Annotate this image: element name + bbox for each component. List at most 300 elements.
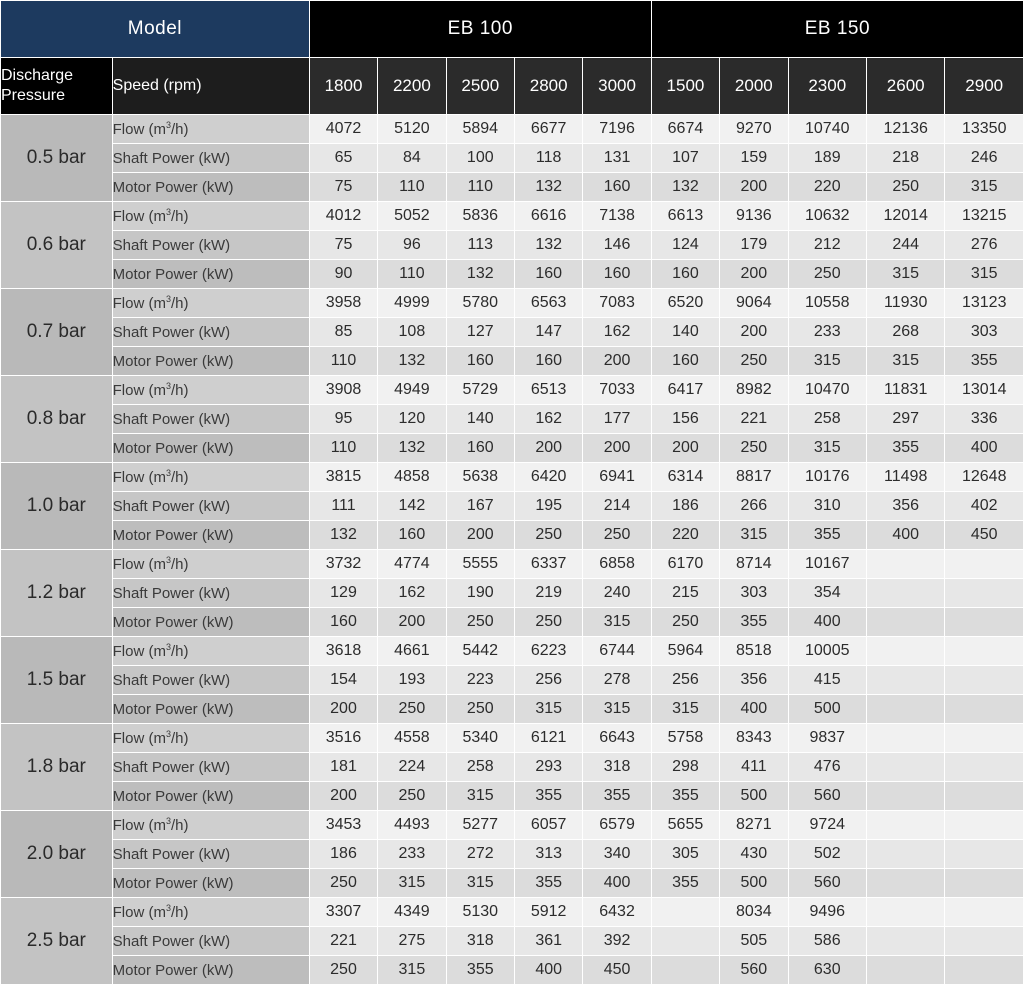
value-cell: 240: [583, 579, 651, 608]
metric-label: Flow $(m^3/h)$: [112, 637, 309, 666]
value-cell: 190: [446, 579, 514, 608]
value-cell: 9724: [788, 811, 866, 840]
value-cell: 502: [788, 840, 866, 869]
value-cell: 107: [651, 144, 719, 173]
value-cell: 7138: [583, 202, 651, 231]
superscript: 3: [165, 467, 171, 478]
value-cell: 5964: [651, 637, 719, 666]
value-cell: 560: [788, 869, 866, 898]
value-cell: 132: [309, 521, 377, 550]
value-cell: 132: [514, 231, 582, 260]
value-cell: 160: [583, 260, 651, 289]
value-cell: 3732: [309, 550, 377, 579]
value-cell: 167: [446, 492, 514, 521]
table-row: [1, 173, 1024, 202]
value-cell: 256: [514, 666, 582, 695]
value-cell: 10558: [788, 289, 866, 318]
value-cell: 3307: [309, 898, 377, 927]
value-cell: 11498: [866, 463, 944, 492]
pressure-label: 1.0 bar: [1, 463, 113, 550]
value-cell: 224: [378, 753, 446, 782]
value-cell: 233: [788, 318, 866, 347]
value-cell: 110: [378, 173, 446, 202]
value-cell: 400: [514, 956, 582, 985]
value-cell: 6563: [514, 289, 582, 318]
value-cell: 315: [720, 521, 788, 550]
speed-eb150-2: 2000: [720, 58, 788, 115]
value-cell: 120: [378, 405, 446, 434]
empty-cell: [945, 869, 1024, 898]
value-cell: 250: [651, 608, 719, 637]
value-cell: 354: [788, 579, 866, 608]
value-cell: 124: [651, 231, 719, 260]
value-cell: 131: [583, 144, 651, 173]
table-row: [1, 724, 1024, 753]
table-row: [1, 376, 1024, 405]
value-cell: 244: [866, 231, 944, 260]
superscript: 3: [165, 641, 171, 652]
metric-label: Shaft Power (kW): [112, 753, 309, 782]
speed-eb100-4: 2800: [514, 58, 582, 115]
table-body: [1, 115, 1024, 985]
empty-cell: [945, 956, 1024, 985]
value-cell: 5120: [378, 115, 446, 144]
value-cell: 315: [378, 869, 446, 898]
value-cell: 400: [720, 695, 788, 724]
value-cell: 6520: [651, 289, 719, 318]
value-cell: 8817: [720, 463, 788, 492]
empty-cell: [866, 753, 944, 782]
value-cell: 4012: [309, 202, 377, 231]
value-cell: 132: [378, 434, 446, 463]
metric-label: Motor Power (kW): [112, 173, 309, 202]
speed-eb100-1: 1800: [309, 58, 377, 115]
value-cell: 5442: [446, 637, 514, 666]
value-cell: 146: [583, 231, 651, 260]
value-cell: 4858: [378, 463, 446, 492]
value-cell: 221: [309, 927, 377, 956]
superscript: 3: [165, 293, 171, 304]
value-cell: 8714: [720, 550, 788, 579]
value-cell: 400: [945, 434, 1024, 463]
value-cell: 6121: [514, 724, 582, 753]
table-row: [1, 144, 1024, 173]
table-row: [1, 550, 1024, 579]
table-row: [1, 811, 1024, 840]
speed-eb100-3: 2500: [446, 58, 514, 115]
value-cell: 450: [583, 956, 651, 985]
value-cell: 200: [720, 260, 788, 289]
value-cell: 500: [720, 869, 788, 898]
value-cell: 8982: [720, 376, 788, 405]
table-row: [1, 608, 1024, 637]
value-cell: 246: [945, 144, 1024, 173]
speed-eb150-5: 2900: [945, 58, 1024, 115]
value-cell: 4999: [378, 289, 446, 318]
value-cell: 3908: [309, 376, 377, 405]
empty-cell: [866, 782, 944, 811]
value-cell: 6613: [651, 202, 719, 231]
value-cell: 6223: [514, 637, 582, 666]
value-cell: 4774: [378, 550, 446, 579]
value-cell: 4072: [309, 115, 377, 144]
value-cell: 315: [788, 434, 866, 463]
table-row: [1, 869, 1024, 898]
superscript: 3: [165, 380, 171, 391]
value-cell: 355: [514, 782, 582, 811]
value-cell: 162: [514, 405, 582, 434]
pressure-label: 1.2 bar: [1, 550, 113, 637]
value-cell: 392: [583, 927, 651, 956]
value-cell: 305: [651, 840, 719, 869]
empty-cell: [866, 869, 944, 898]
value-cell: 5729: [446, 376, 514, 405]
value-cell: 560: [720, 956, 788, 985]
value-cell: 110: [378, 260, 446, 289]
value-cell: 3453: [309, 811, 377, 840]
value-cell: 293: [514, 753, 582, 782]
value-cell: 6314: [651, 463, 719, 492]
superscript: 3: [165, 554, 171, 565]
value-cell: 6643: [583, 724, 651, 753]
value-cell: 476: [788, 753, 866, 782]
value-cell: 315: [583, 608, 651, 637]
value-cell: 160: [514, 347, 582, 376]
value-cell: 10470: [788, 376, 866, 405]
value-cell: 140: [651, 318, 719, 347]
discharge-pressure-line1: Discharge: [1, 67, 74, 84]
value-cell: 156: [651, 405, 719, 434]
value-cell: 315: [446, 869, 514, 898]
table-row: [1, 202, 1024, 231]
metric-label: Motor Power (kW): [112, 347, 309, 376]
value-cell: 193: [378, 666, 446, 695]
table-row: [1, 318, 1024, 347]
metric-label: Motor Power (kW): [112, 782, 309, 811]
speed-eb100-5: 3000: [583, 58, 651, 115]
value-cell: 275: [378, 927, 446, 956]
pressure-label: 1.5 bar: [1, 637, 113, 724]
group-header-eb100: EB 100: [309, 1, 651, 58]
value-cell: 5780: [446, 289, 514, 318]
value-cell: 256: [651, 666, 719, 695]
value-cell: 10632: [788, 202, 866, 231]
value-cell: 400: [788, 608, 866, 637]
value-cell: 6744: [583, 637, 651, 666]
value-cell: 160: [514, 260, 582, 289]
value-cell: 315: [788, 347, 866, 376]
value-cell: 6420: [514, 463, 582, 492]
discharge-pressure-line2: Pressure: [1, 87, 66, 104]
value-cell: 132: [378, 347, 446, 376]
value-cell: 315: [866, 347, 944, 376]
value-cell: 219: [514, 579, 582, 608]
value-cell: 13215: [945, 202, 1024, 231]
table-row: [1, 840, 1024, 869]
value-cell: 200: [583, 434, 651, 463]
value-cell: 560: [788, 782, 866, 811]
pressure-label: 0.5 bar: [1, 115, 113, 202]
value-cell: 5758: [651, 724, 719, 753]
superscript: 3: [165, 206, 171, 217]
value-cell: 189: [788, 144, 866, 173]
value-cell: 355: [446, 956, 514, 985]
value-cell: 315: [378, 956, 446, 985]
value-cell: 630: [788, 956, 866, 985]
value-cell: 181: [309, 753, 377, 782]
value-cell: 65: [309, 144, 377, 173]
value-cell: 5912: [514, 898, 582, 927]
pressure-label: 2.0 bar: [1, 811, 113, 898]
pressure-label: 2.5 bar: [1, 898, 113, 985]
value-cell: 586: [788, 927, 866, 956]
value-cell: 13350: [945, 115, 1024, 144]
value-cell: 315: [651, 695, 719, 724]
pressure-label: 0.7 bar: [1, 289, 113, 376]
empty-cell: [945, 811, 1024, 840]
value-cell: 500: [788, 695, 866, 724]
value-cell: 266: [720, 492, 788, 521]
table-row: [1, 579, 1024, 608]
value-cell: 6417: [651, 376, 719, 405]
value-cell: 3618: [309, 637, 377, 666]
value-cell: 12648: [945, 463, 1024, 492]
value-cell: 113: [446, 231, 514, 260]
metric-label: Shaft Power (kW): [112, 666, 309, 695]
value-cell: 195: [514, 492, 582, 521]
value-cell: 5130: [446, 898, 514, 927]
table-row: [1, 115, 1024, 144]
value-cell: 10005: [788, 637, 866, 666]
empty-cell: [866, 956, 944, 985]
speed-eb100-2: 2200: [378, 58, 446, 115]
value-cell: 221: [720, 405, 788, 434]
table-row: [1, 637, 1024, 666]
value-cell: 250: [866, 173, 944, 202]
value-cell: 355: [651, 869, 719, 898]
value-cell: 215: [651, 579, 719, 608]
value-cell: 10176: [788, 463, 866, 492]
metric-label: Flow $(m^3/h)$: [112, 376, 309, 405]
metric-label: Shaft Power (kW): [112, 927, 309, 956]
empty-cell: [945, 608, 1024, 637]
superscript: 3: [165, 728, 171, 739]
value-cell: 361: [514, 927, 582, 956]
empty-cell: [945, 666, 1024, 695]
empty-cell: [945, 782, 1024, 811]
value-cell: 223: [446, 666, 514, 695]
empty-cell: [866, 898, 944, 927]
value-cell: 500: [720, 782, 788, 811]
value-cell: 110: [446, 173, 514, 202]
value-cell: 75: [309, 173, 377, 202]
value-cell: 411: [720, 753, 788, 782]
value-cell: 355: [514, 869, 582, 898]
empty-cell: [866, 811, 944, 840]
value-cell: 129: [309, 579, 377, 608]
value-cell: 355: [866, 434, 944, 463]
value-cell: 258: [788, 405, 866, 434]
value-cell: 450: [945, 521, 1024, 550]
value-cell: 5277: [446, 811, 514, 840]
header-row-speed: [1, 58, 1024, 115]
value-cell: 318: [446, 927, 514, 956]
metric-label: Shaft Power (kW): [112, 579, 309, 608]
table-row: [1, 753, 1024, 782]
value-cell: 159: [720, 144, 788, 173]
value-cell: 132: [514, 173, 582, 202]
empty-cell: [866, 695, 944, 724]
value-cell: 6513: [514, 376, 582, 405]
value-cell: 250: [309, 869, 377, 898]
value-cell: 415: [788, 666, 866, 695]
table-row: [1, 434, 1024, 463]
pressure-label: 0.8 bar: [1, 376, 113, 463]
value-cell: 132: [446, 260, 514, 289]
value-cell: 162: [378, 579, 446, 608]
value-cell: 250: [514, 608, 582, 637]
value-cell: 505: [720, 927, 788, 956]
value-cell: 100: [446, 144, 514, 173]
table-row: [1, 405, 1024, 434]
value-cell: 402: [945, 492, 1024, 521]
value-cell: 177: [583, 405, 651, 434]
pressure-label: 0.6 bar: [1, 202, 113, 289]
empty-cell: [651, 927, 719, 956]
discharge-pressure-label: [1, 58, 113, 115]
value-cell: 6941: [583, 463, 651, 492]
metric-label: Motor Power (kW): [112, 521, 309, 550]
superscript: 3: [165, 119, 171, 130]
value-cell: 3958: [309, 289, 377, 318]
superscript: 3: [165, 902, 171, 913]
value-cell: 355: [720, 608, 788, 637]
value-cell: 4493: [378, 811, 446, 840]
value-cell: 212: [788, 231, 866, 260]
value-cell: 214: [583, 492, 651, 521]
value-cell: 9837: [788, 724, 866, 753]
table-row: [1, 782, 1024, 811]
value-cell: 356: [866, 492, 944, 521]
empty-cell: [945, 753, 1024, 782]
value-cell: 315: [583, 695, 651, 724]
value-cell: 160: [378, 521, 446, 550]
table-row: [1, 666, 1024, 695]
empty-cell: [866, 579, 944, 608]
value-cell: 10740: [788, 115, 866, 144]
empty-cell: [866, 927, 944, 956]
metric-label: Shaft Power (kW): [112, 840, 309, 869]
superscript: 3: [165, 815, 171, 826]
value-cell: 186: [309, 840, 377, 869]
value-cell: 250: [446, 608, 514, 637]
value-cell: 250: [378, 695, 446, 724]
value-cell: 315: [945, 260, 1024, 289]
speed-eb150-4: 2600: [866, 58, 944, 115]
value-cell: 250: [788, 260, 866, 289]
empty-cell: [866, 666, 944, 695]
value-cell: 160: [446, 347, 514, 376]
value-cell: 355: [651, 782, 719, 811]
value-cell: 160: [446, 434, 514, 463]
speed-label: Speed (rpm): [112, 58, 309, 115]
value-cell: 186: [651, 492, 719, 521]
value-cell: 160: [309, 608, 377, 637]
table-row: [1, 695, 1024, 724]
metric-label: Shaft Power (kW): [112, 144, 309, 173]
metric-label: Shaft Power (kW): [112, 318, 309, 347]
value-cell: 297: [866, 405, 944, 434]
value-cell: 336: [945, 405, 1024, 434]
value-cell: 250: [720, 434, 788, 463]
empty-cell: [945, 695, 1024, 724]
value-cell: 200: [720, 318, 788, 347]
empty-cell: [866, 637, 944, 666]
value-cell: 6616: [514, 202, 582, 231]
value-cell: 218: [866, 144, 944, 173]
value-cell: 310: [788, 492, 866, 521]
empty-cell: [866, 550, 944, 579]
value-cell: 8518: [720, 637, 788, 666]
value-cell: 200: [378, 608, 446, 637]
value-cell: 5836: [446, 202, 514, 231]
value-cell: 160: [583, 173, 651, 202]
metric-label: Flow $(m^3/h)$: [112, 115, 309, 144]
metric-label: Shaft Power (kW): [112, 231, 309, 260]
value-cell: 4349: [378, 898, 446, 927]
value-cell: 250: [446, 695, 514, 724]
value-cell: 13014: [945, 376, 1024, 405]
value-cell: 313: [514, 840, 582, 869]
metric-label: Shaft Power (kW): [112, 405, 309, 434]
table-row: [1, 231, 1024, 260]
empty-cell: [651, 956, 719, 985]
header-row-model: [1, 1, 1024, 58]
metric-label: Flow $(m^3/h)$: [112, 724, 309, 753]
value-cell: 400: [583, 869, 651, 898]
value-cell: 6337: [514, 550, 582, 579]
value-cell: 6858: [583, 550, 651, 579]
value-cell: 95: [309, 405, 377, 434]
value-cell: 250: [583, 521, 651, 550]
pressure-label: 1.8 bar: [1, 724, 113, 811]
value-cell: 4661: [378, 637, 446, 666]
value-cell: 9270: [720, 115, 788, 144]
value-cell: 5638: [446, 463, 514, 492]
metric-label: Flow $(m^3/h)$: [112, 811, 309, 840]
metric-label: Motor Power (kW): [112, 869, 309, 898]
value-cell: 5894: [446, 115, 514, 144]
value-cell: 355: [788, 521, 866, 550]
value-cell: 5655: [651, 811, 719, 840]
value-cell: 200: [446, 521, 514, 550]
value-cell: 111: [309, 492, 377, 521]
value-cell: 200: [309, 782, 377, 811]
value-cell: 250: [309, 956, 377, 985]
group-header-eb150: EB 150: [651, 1, 1023, 58]
metric-label: Motor Power (kW): [112, 434, 309, 463]
value-cell: 298: [651, 753, 719, 782]
value-cell: 278: [583, 666, 651, 695]
value-cell: 272: [446, 840, 514, 869]
value-cell: 200: [720, 173, 788, 202]
value-cell: 75: [309, 231, 377, 260]
value-cell: 154: [309, 666, 377, 695]
value-cell: 318: [583, 753, 651, 782]
metric-label: Flow $(m^3/h)$: [112, 202, 309, 231]
value-cell: 11930: [866, 289, 944, 318]
table-row: [1, 898, 1024, 927]
